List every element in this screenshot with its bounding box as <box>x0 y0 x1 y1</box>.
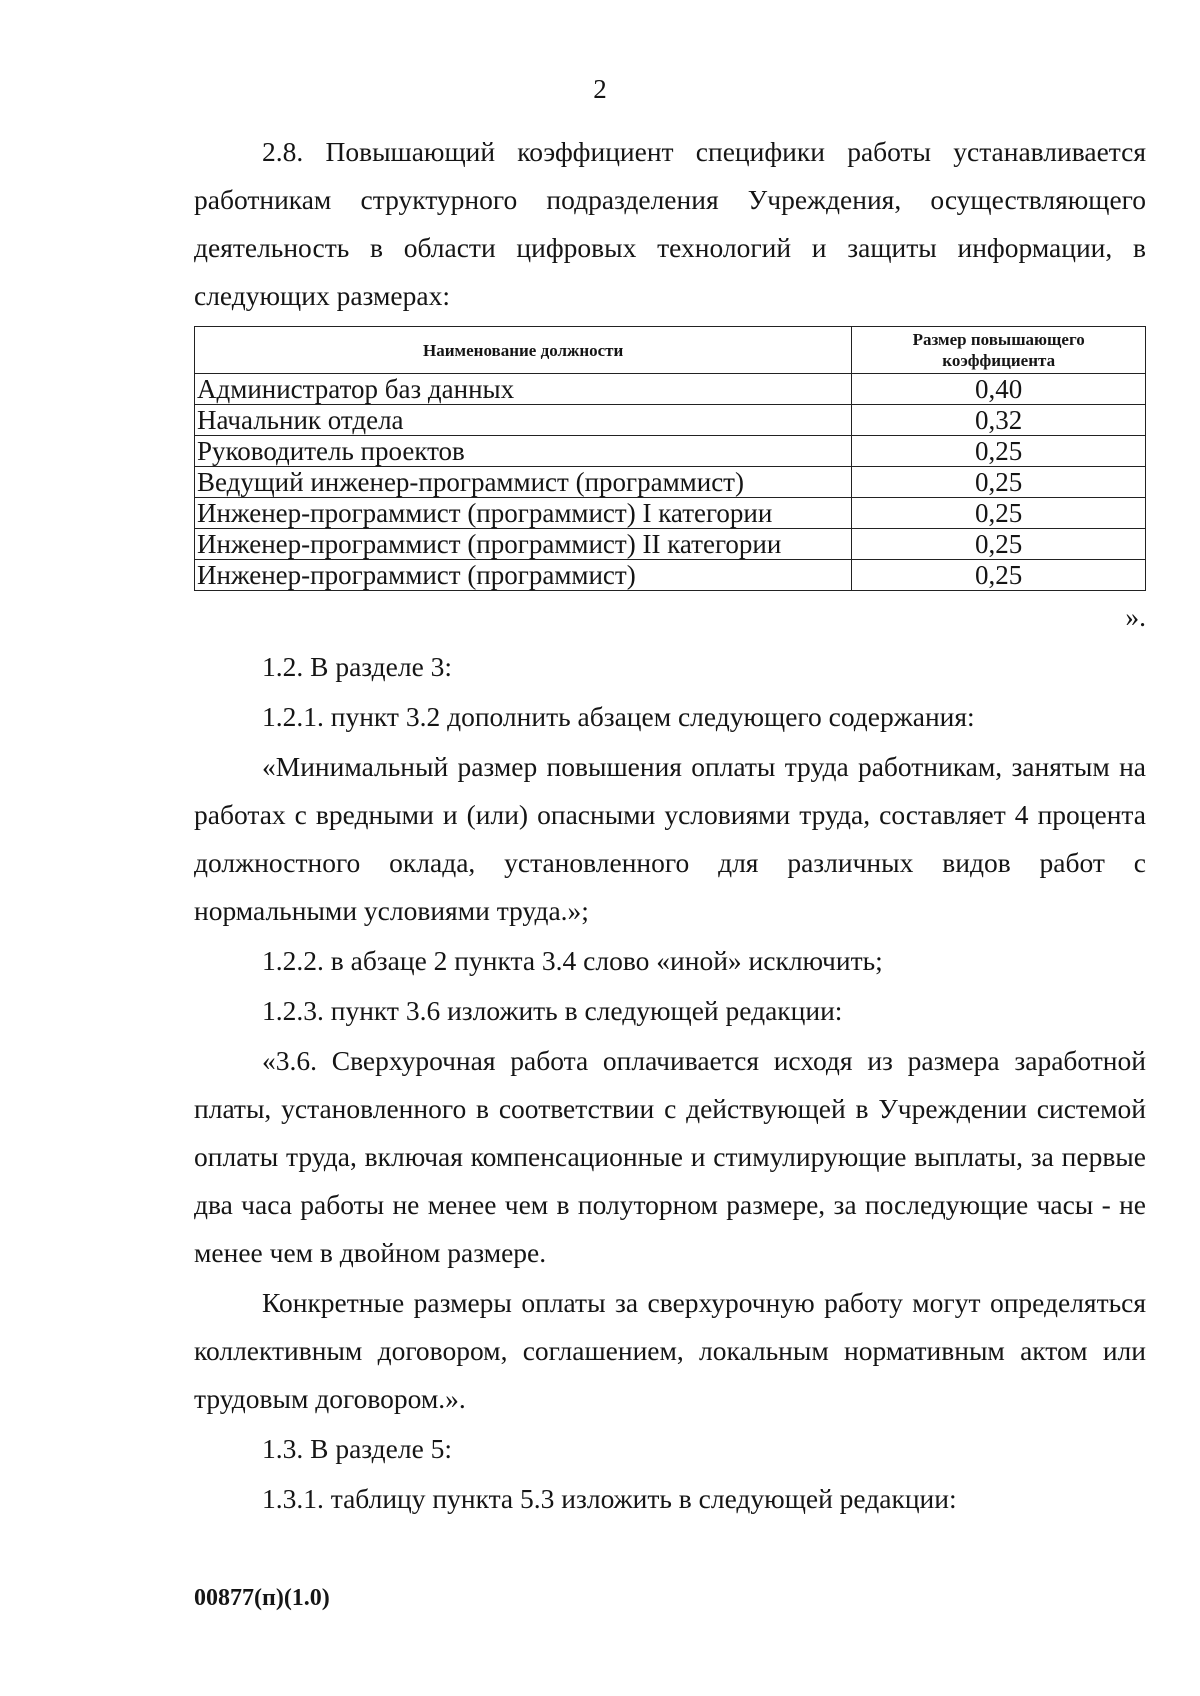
table-row <box>195 498 1146 529</box>
position-name: Инженер-программист (программист) <box>195 560 852 591</box>
table-row <box>195 467 1146 498</box>
table-closing-quote: ». <box>1125 601 1146 632</box>
coefficient-value: 0,25 <box>852 560 1146 591</box>
paragraph-1-2-2: 1.2.2. в абзаце 2 пункта 3.4 слово «иной» исключить; <box>262 945 883 976</box>
table-row <box>195 560 1146 591</box>
quote-overtime-3-6: «3.6. Сверхурочная работа оплачивается исходя из размера заработной платы, установленного в соответствии с действующей в Учреждении системой оплаты труда, включая компенсационные и стимулирующие выплаты, за первые два часа работы не менее чем в полуторном размере, за последующие часы - не менее чем в двойном размере. <box>194 1045 1146 1268</box>
quote-minimum-pay-increase: «Минимальный размер повышения оплаты труда работникам, занятым на работах с вредными и (или) опасными условиями труда, составляет 4 процента должностного оклада, установленного для различных видов работ с нормальными условиями труда.»; <box>194 751 1146 926</box>
coefficient-value: 0,25 <box>852 498 1146 529</box>
coefficient-value: 0,25 <box>852 467 1146 498</box>
coefficient-value: 0,25 <box>852 436 1146 467</box>
page-number: 2 <box>593 74 607 104</box>
coefficient-value: 0,32 <box>852 405 1146 436</box>
section-2-8-paragraph: 2.8. Повышающий коэффициент специфики работы устанавливается работникам структурного подразделения Учреждения, осуществляющего деятельность в области цифровых технологий и защиты информации, в следующих размерах: <box>194 136 1146 311</box>
paragraph-1-3-1: 1.3.1. таблицу пункта 5.3 изложить в следующей редакции: <box>262 1483 957 1514</box>
header-position-name: Наименование должности <box>195 327 852 374</box>
table-header-row <box>195 327 1146 374</box>
position-name: Руководитель проектов <box>195 436 852 467</box>
paragraph-1-2-1: 1.2.1. пункт 3.2 дополнить абзацем следующего содержания: <box>262 701 975 732</box>
position-name: Начальник отдела <box>195 405 852 436</box>
position-name: Инженер-программист (программист) II категории <box>195 529 852 560</box>
document-code: 00877(п)(1.0) <box>194 1585 330 1611</box>
paragraph-1-3: 1.3. В разделе 5: <box>262 1433 453 1464</box>
paragraph-1-2-3: 1.2.3. пункт 3.6 изложить в следующей редакции: <box>262 995 843 1026</box>
coefficient-value: 0,40 <box>852 374 1146 405</box>
position-name: Инженер-программист (программист) I категории <box>195 498 852 529</box>
paragraph-concrete-sizes: Конкретные размеры оплаты за сверхурочную работу могут определяться коллективным договором, соглашением, локальным нормативным актом или трудовым договором.». <box>194 1287 1146 1414</box>
position-name: Ведущий инженер-программист (программист) <box>195 467 852 498</box>
table-row <box>195 405 1146 436</box>
table-row <box>195 436 1146 467</box>
coefficient-table <box>194 326 1146 591</box>
coefficient-value: 0,25 <box>852 529 1146 560</box>
header-coefficient-size: Размер повышающего коэффициента <box>852 327 1146 374</box>
table-row <box>195 374 1146 405</box>
paragraph-1-2: 1.2. В разделе 3: <box>262 651 453 682</box>
position-name: Администратор баз данных <box>195 374 852 405</box>
document-body <box>194 128 1146 1525</box>
table-row <box>195 529 1146 560</box>
